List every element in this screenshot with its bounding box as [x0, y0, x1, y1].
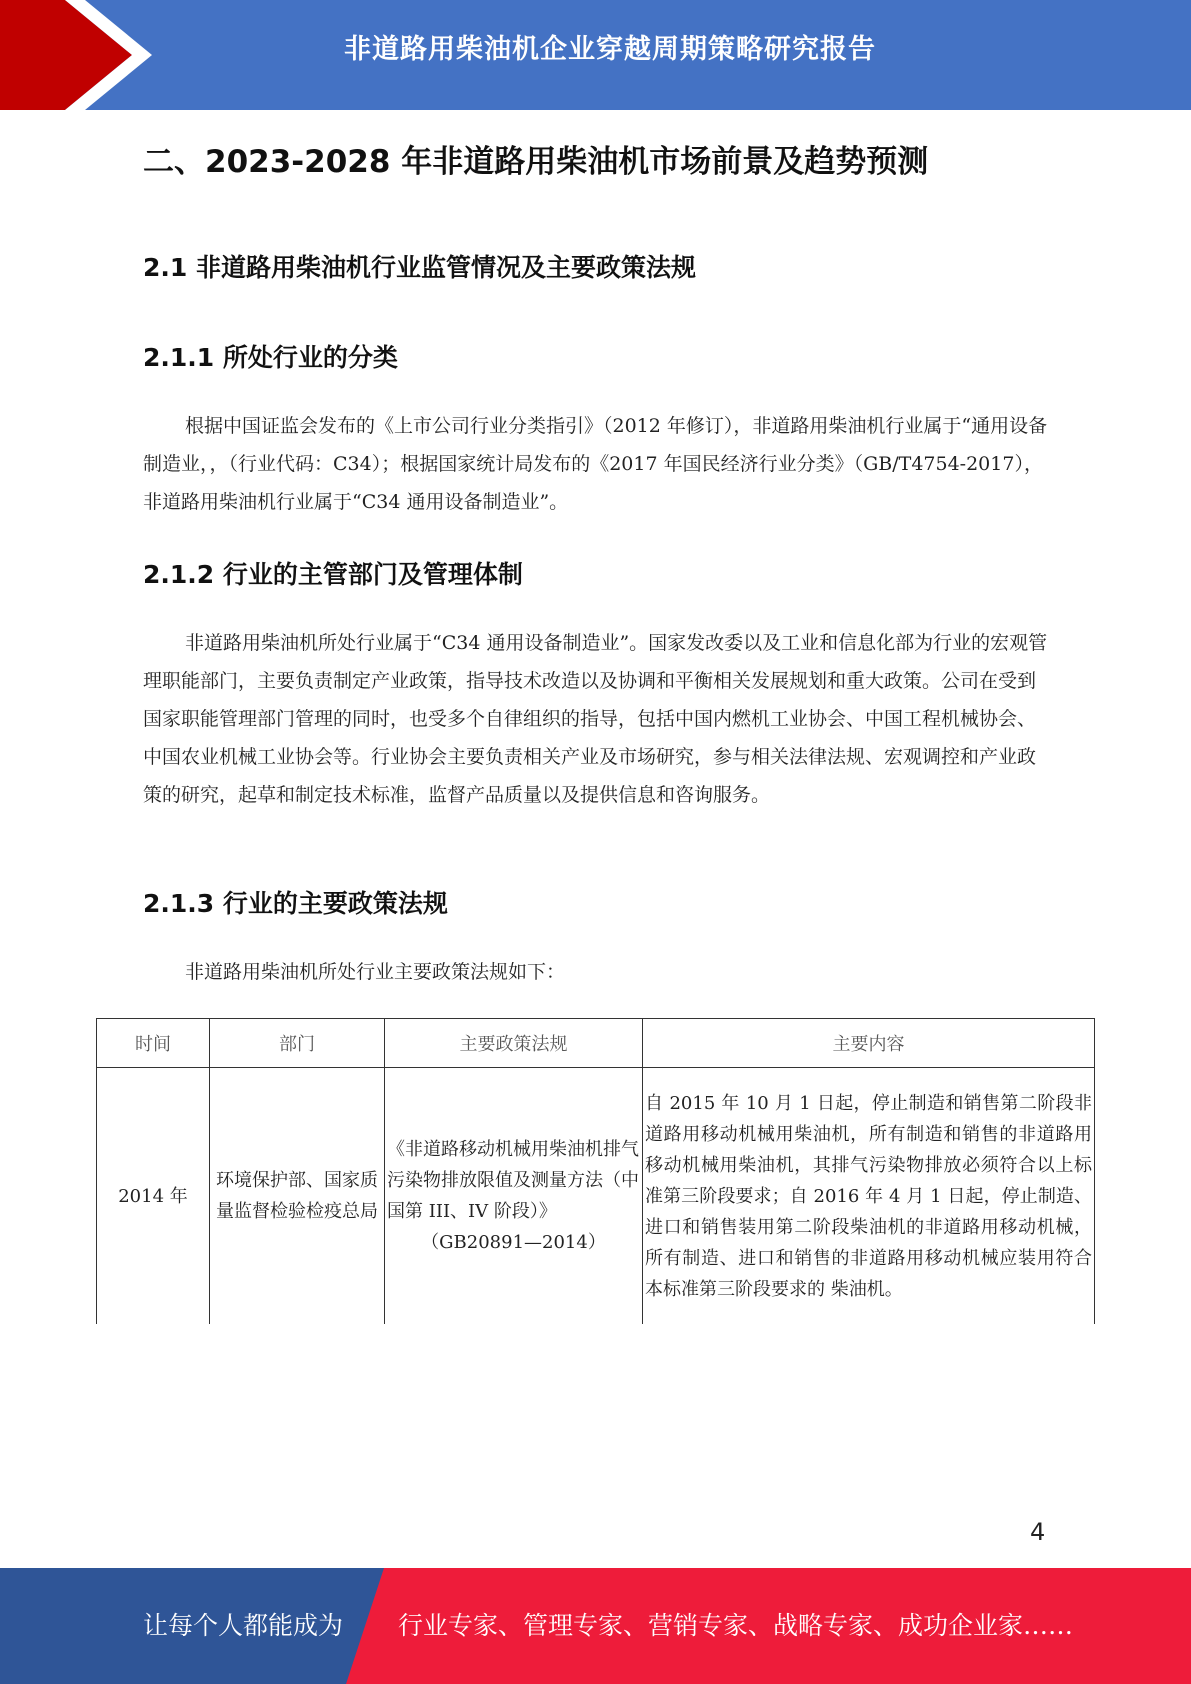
policy-name: 《非道路移动机械用柴油机排气污染物排放限值及测量方法（中国第 III、IV 阶段）》 — [387, 1139, 639, 1222]
paragraph-regulatory-authority: 非道路用柴油机所处行业属于“C34 通用设备制造业”。国家发改委以及工业和信息化部为行业的宏观管理职能部门，主要负责制定产业政策，指导技术改造以及协调和平衡相关发展规划和重大政策。公司在受到国家职能管理部门管理的同时，也受多个自律组织的指导，包括中国内燃机工业协会、中国工程机械协会、中国农业机械工业协会等。行业协会主要负责相关产业及市场研究，参与相关法律法规、宏观调控和产业政策的研究，起草和制定技术标准，监督产品质量以及提供信息和咨询服务。 — [143, 632, 1048, 806]
policy-table — [96, 1018, 1095, 1324]
policy-standard-code: （GB20891—2014） — [421, 1232, 606, 1253]
subsection-heading-2-1: 2.1 非道路用柴油机行业监管情况及主要政策法规 — [143, 253, 696, 282]
table-row — [97, 1068, 1095, 1325]
footer-slogan-left: 让每个人都能成为 — [143, 1611, 344, 1640]
report-title: 非道路用柴油机企业穿越周期策略研究报告 — [344, 34, 876, 65]
column-header-department: 部门 — [210, 1019, 385, 1068]
column-header-policy: 主要政策法规 — [385, 1019, 643, 1068]
section-title: 二、2023-2028 年非道路用柴油机市场前景及趋势预测 — [143, 144, 929, 180]
paragraph-industry-classification: 根据中国证监会发布的《上市公司行业分类指引》（2012 年修订），非道路用柴油机行业属于“通用设备制造业，，（行业代码：C34）；根据国家统计局发布的《2017 年国民经济行业分类》（GB/T4754-2017），非道路用柴油机行业属于“C34 通用设备制造业”。 — [143, 415, 1048, 513]
cell-department: 环境保护部、国家质量监督检验检疫总局 — [210, 1068, 385, 1325]
column-header-time: 时间 — [97, 1019, 210, 1068]
page-number: 4 — [1030, 1518, 1046, 1546]
table-header-row — [97, 1019, 1095, 1068]
cell-time: 2014 年 — [97, 1068, 210, 1325]
page-header — [0, 0, 1191, 110]
cell-policy — [385, 1068, 643, 1325]
paragraph-policy-intro: 非道路用柴油机所处行业主要政策法规如下： — [185, 961, 566, 983]
page-footer — [0, 1568, 1191, 1684]
footer-slogan-right: 行业专家、管理专家、营销专家、战略专家、成功企业家…… — [398, 1611, 1074, 1640]
cell-content: 自 2015 年 10 月 1 日起，停止制造和销售第二阶段非道路用移动机械用柴油机，所有制造和销售的非道路用移动机械用柴油机，其排气污染物排放必须符合以上标准第三阶段要求；自 2016 年 4 月 1 日起，停止制造、进口和销售装用第二阶段柴油机的非道路用移动机械，所有制造、进口和销售的非道路用移动机械应装用符合本标准第三阶段要求的 柴油机。 — [643, 1068, 1095, 1325]
subsection-heading-2-1-2: 2.1.2 行业的主管部门及管理体制 — [143, 560, 523, 589]
subsection-heading-2-1-1: 2.1.1 所处行业的分类 — [143, 343, 398, 372]
column-header-content: 主要内容 — [643, 1019, 1095, 1068]
subsection-heading-2-1-3: 2.1.3 行业的主要政策法规 — [143, 889, 448, 918]
